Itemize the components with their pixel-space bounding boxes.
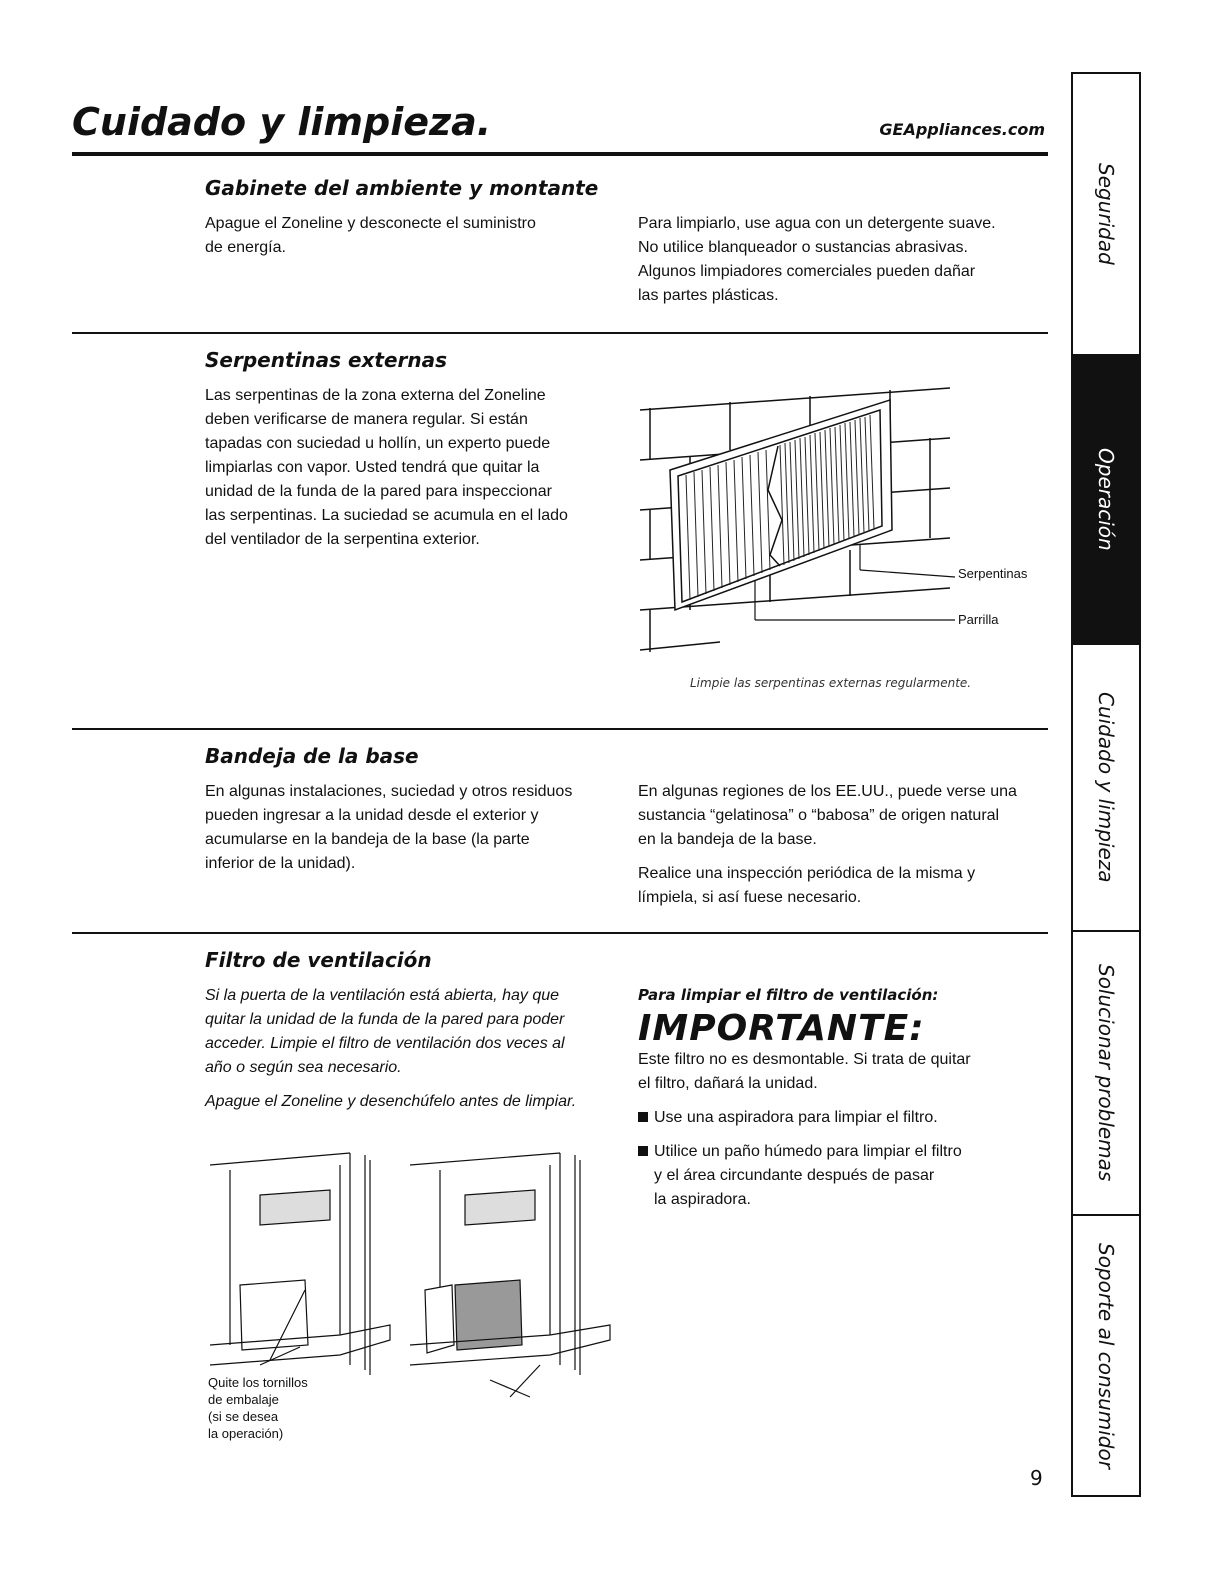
tab-label: Operación: [1094, 448, 1118, 551]
text-line: de embalaje: [208, 1392, 279, 1407]
site-url: GEAppliances.com: [879, 120, 1045, 139]
text-line: límpiela, si así fuese necesario.: [638, 889, 862, 906]
text-line: En algunas regiones de los EE.UU., puede verse una: [638, 783, 1017, 800]
bandeja-left-text: [205, 780, 625, 876]
tab-solucionar[interactable]: [1073, 932, 1139, 1216]
text-line: la aspiradora.: [654, 1191, 751, 1208]
label-parrilla: Parrilla: [958, 612, 999, 627]
text-line: Quite los tornillos: [208, 1375, 308, 1390]
tab-cuidado[interactable]: [1073, 645, 1139, 932]
coil-illustration: [630, 380, 960, 660]
text-line: las serpentinas. La suciedad se acumula en el lado: [205, 507, 568, 524]
header-rule: [72, 152, 1048, 156]
tab-label: Cuidado y limpieza: [1094, 692, 1118, 883]
text-line: y el área circundante después de pasar: [654, 1167, 935, 1184]
gabinete-right-text: [638, 212, 1048, 308]
text-line: el filtro, dañará la unidad.: [638, 1075, 818, 1092]
text-line: Las serpentinas de la zona externa del Zoneline: [205, 387, 546, 404]
text-line: la operación): [208, 1426, 284, 1441]
text-line: Realice una inspección periódica de la misma y: [638, 865, 976, 882]
tab-label: Soporte al consumidor: [1094, 1242, 1118, 1469]
tab-label: Seguridad: [1094, 163, 1118, 265]
text-line: Para limpiarlo, use agua con un detergente suave.: [638, 215, 996, 232]
important-label: IMPORTANTE:: [638, 1008, 925, 1049]
text-line: En algunas instalaciones, suciedad y otros residuos: [205, 783, 573, 800]
serpentinas-heading: Serpentinas externas: [205, 348, 448, 372]
label-serpentinas: Serpentinas: [958, 566, 1028, 581]
vent-door-illustration: [200, 1135, 630, 1415]
gabinete-left-text: [205, 212, 615, 260]
text-line: año o según sea necesario.: [205, 1059, 402, 1076]
tab-seguridad[interactable]: [1073, 74, 1139, 356]
bullet-text: Utilice un paño húmedo para limpiar el filtro: [654, 1143, 962, 1160]
text-line: tapadas con suciedad u hollín, un experto puede: [205, 435, 551, 452]
text-line: acumularse en la bandeja de la base (la parte: [205, 831, 530, 848]
text-line: del ventilador de la serpentina exterior.: [205, 531, 480, 548]
tab-soporte[interactable]: [1073, 1216, 1139, 1495]
bandeja-right-text: [638, 780, 1058, 910]
gabinete-heading: Gabinete del ambiente y montante: [205, 176, 599, 200]
figure-caption: Limpie las serpentinas externas regularmente.: [690, 676, 972, 690]
section-divider: [72, 932, 1048, 934]
filtro-intro: [205, 984, 625, 1114]
bullet-text: Use una aspiradora para limpiar el filtro.: [654, 1109, 938, 1126]
apague-text: Apague el Zoneline y desenchúfelo antes de limpiar.: [205, 1093, 577, 1110]
text-line: Apague el Zoneline y desconecte el suministro: [205, 215, 536, 232]
text-line: pueden ingresar a la unidad desde el exterior y: [205, 807, 539, 824]
section-divider: [72, 332, 1048, 334]
filtro-subheading: Para limpiar el filtro de ventilación:: [638, 986, 939, 1004]
side-tabs: [1071, 72, 1141, 1497]
bullet-square-icon: [638, 1112, 648, 1122]
text-line: limpiarlas con vapor. Usted tendrá que quitar la: [205, 459, 540, 476]
text-line: las partes plásticas.: [638, 287, 779, 304]
bandeja-heading: Bandeja de la base: [205, 744, 419, 768]
list-item: [638, 1140, 1058, 1164]
text-line: sustancia “gelatinosa” o “babosa” de origen natural: [638, 807, 1000, 824]
screw-callout: [208, 1374, 308, 1442]
page-number: 9: [1030, 1466, 1043, 1490]
page-title: Cuidado y limpieza.: [72, 100, 492, 144]
text-line: unidad de la funda de la pared para inspeccionar: [205, 483, 552, 500]
text-line: Algunos limpiadores comerciales pueden dañar: [638, 263, 976, 280]
important-text: [638, 1048, 1058, 1096]
text-line: (si se desea: [208, 1409, 279, 1424]
text-line: inferior de la unidad).: [205, 855, 356, 872]
list-item: [638, 1106, 1058, 1130]
tab-label: Solucionar problemas: [1094, 964, 1118, 1182]
bullet-list: [638, 1106, 1058, 1212]
text-line: de energía.: [205, 239, 286, 256]
text-line: acceder. Limpie el filtro de ventilación dos veces al: [205, 1035, 565, 1052]
tab-operacion[interactable]: [1073, 356, 1139, 645]
text-line: quitar la unidad de la funda de la pared para poder: [205, 1011, 565, 1028]
serpentinas-text: [205, 384, 625, 552]
filtro-heading: Filtro de ventilación: [205, 948, 432, 972]
text-line: Este filtro no es desmontable. Si trata de quitar: [638, 1051, 971, 1068]
bullet-square-icon: [638, 1146, 648, 1156]
section-divider: [72, 728, 1048, 730]
text-line: Si la puerta de la ventilación está abierta, hay que: [205, 987, 560, 1004]
text-line: deben verificarse de manera regular. Si están: [205, 411, 528, 428]
text-line: No utilice blanqueador o sustancias abrasivas.: [638, 239, 968, 256]
text-line: en la bandeja de la base.: [638, 831, 817, 848]
